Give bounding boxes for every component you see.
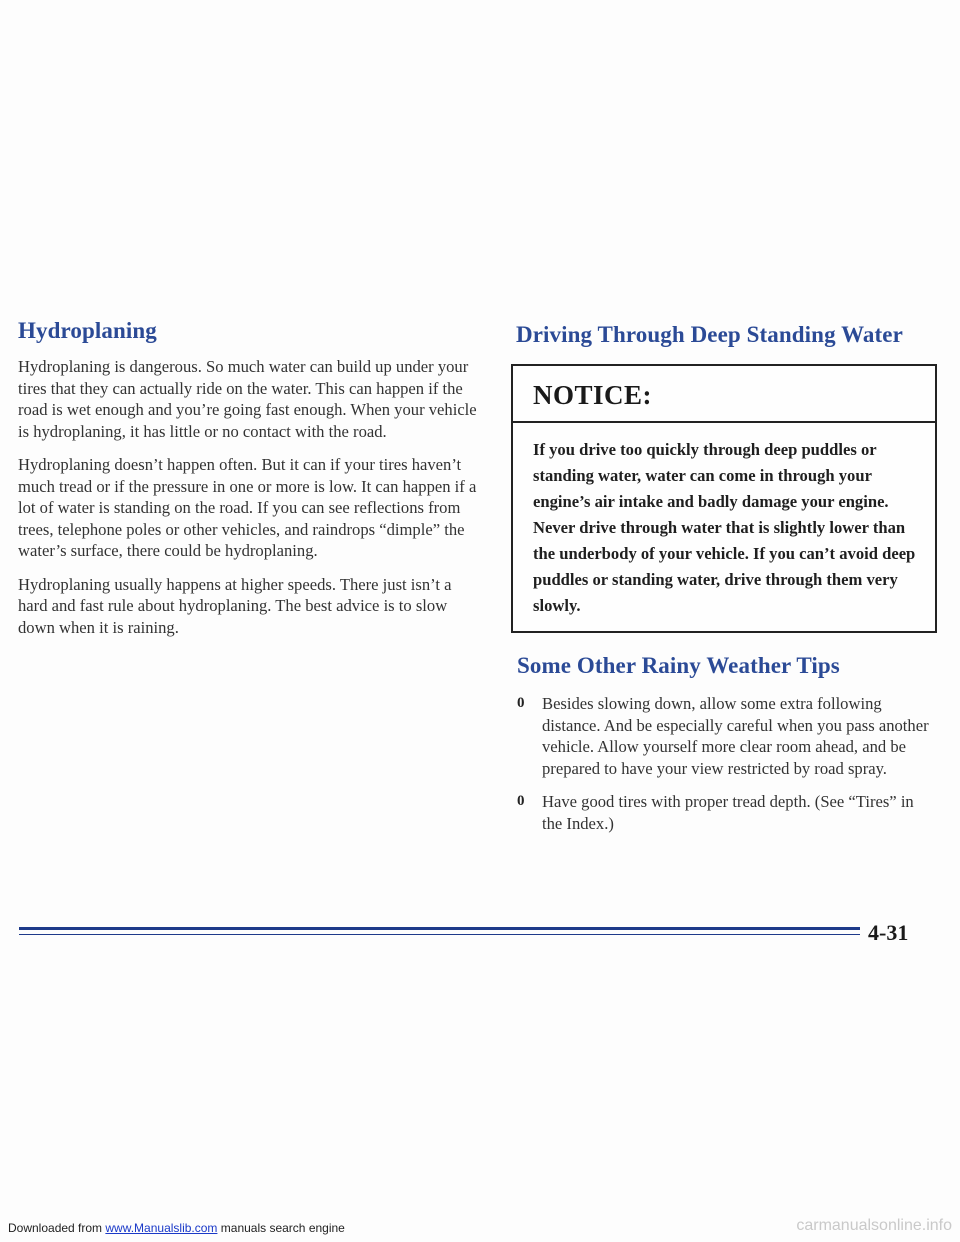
hydroplaning-paragraph: Hydroplaning usually happens at higher speeds. There just isn’t a hard and fast rule about hydroplaning. The best advice is to slow down when it is raining.: [18, 574, 452, 637]
left-column: [18, 318, 480, 650]
deep-water-heading: Driving Through Deep Standing Water: [516, 322, 903, 347]
notice-box: [511, 364, 937, 633]
bullet-icon: 0: [517, 793, 525, 809]
notice-title: NOTICE:: [513, 366, 935, 423]
manualslib-link[interactable]: www.Manualslib.com: [105, 1221, 218, 1235]
page-number: 4-31: [868, 920, 909, 945]
download-footer-suffix: manuals search engine: [217, 1221, 345, 1235]
watermark: carmanualsonline.info: [796, 1217, 952, 1234]
right-column: [509, 318, 937, 846]
notice-body: If you drive too quickly through deep puddles or standing water, water can come in through your engine’s air intake and badly damage your engine. Never drive through water that is slightly lower than the underbody of your vehicle. If you can’t avoid deep puddles or standing water, drive through them very slowly.: [533, 440, 916, 615]
footer-rule: [19, 927, 860, 939]
bullet-icon: 0: [517, 695, 525, 711]
tip-text: Besides slowing down, allow some extra following distance. And be especially careful when you pass another vehicle. Allow yourself more clear room ahead, and be prepared to have your view restricted by road spray.: [542, 694, 929, 778]
hydroplaning-paragraph: Hydroplaning is dangerous. So much water can build up under your tires that they can actually ride on the water. This can happen if the road is wet enough and you’re going fast enough. When your vehicle is hydroplaning, it has little or no contact with the road.: [18, 357, 477, 441]
footer-rule-thin: [19, 934, 860, 935]
rainy-tips-heading: Some Other Rainy Weather Tips: [517, 653, 840, 678]
download-footer-prefix: Downloaded from: [8, 1221, 106, 1235]
list-item: [517, 693, 937, 779]
rainy-tips-list: [509, 693, 937, 834]
list-item: [517, 791, 937, 834]
hydroplaning-paragraph: Hydroplaning doesn’t happen often. But it can if your tires haven’t much tread or if the pressure in one or more is low. It can happen if a lot of water is standing on the road. If you can see reflections from trees, telephone poles or other vehicles, and raindrops “dimple” the water’s surface, there could be hydroplaning.: [18, 455, 477, 560]
download-footer: [8, 1221, 345, 1235]
hydroplaning-heading: Hydroplaning: [18, 318, 157, 343]
tip-text: Have good tires with proper tread depth. (See “Tires” in the Index.): [542, 792, 914, 833]
footer-rule-thick: [19, 927, 860, 930]
